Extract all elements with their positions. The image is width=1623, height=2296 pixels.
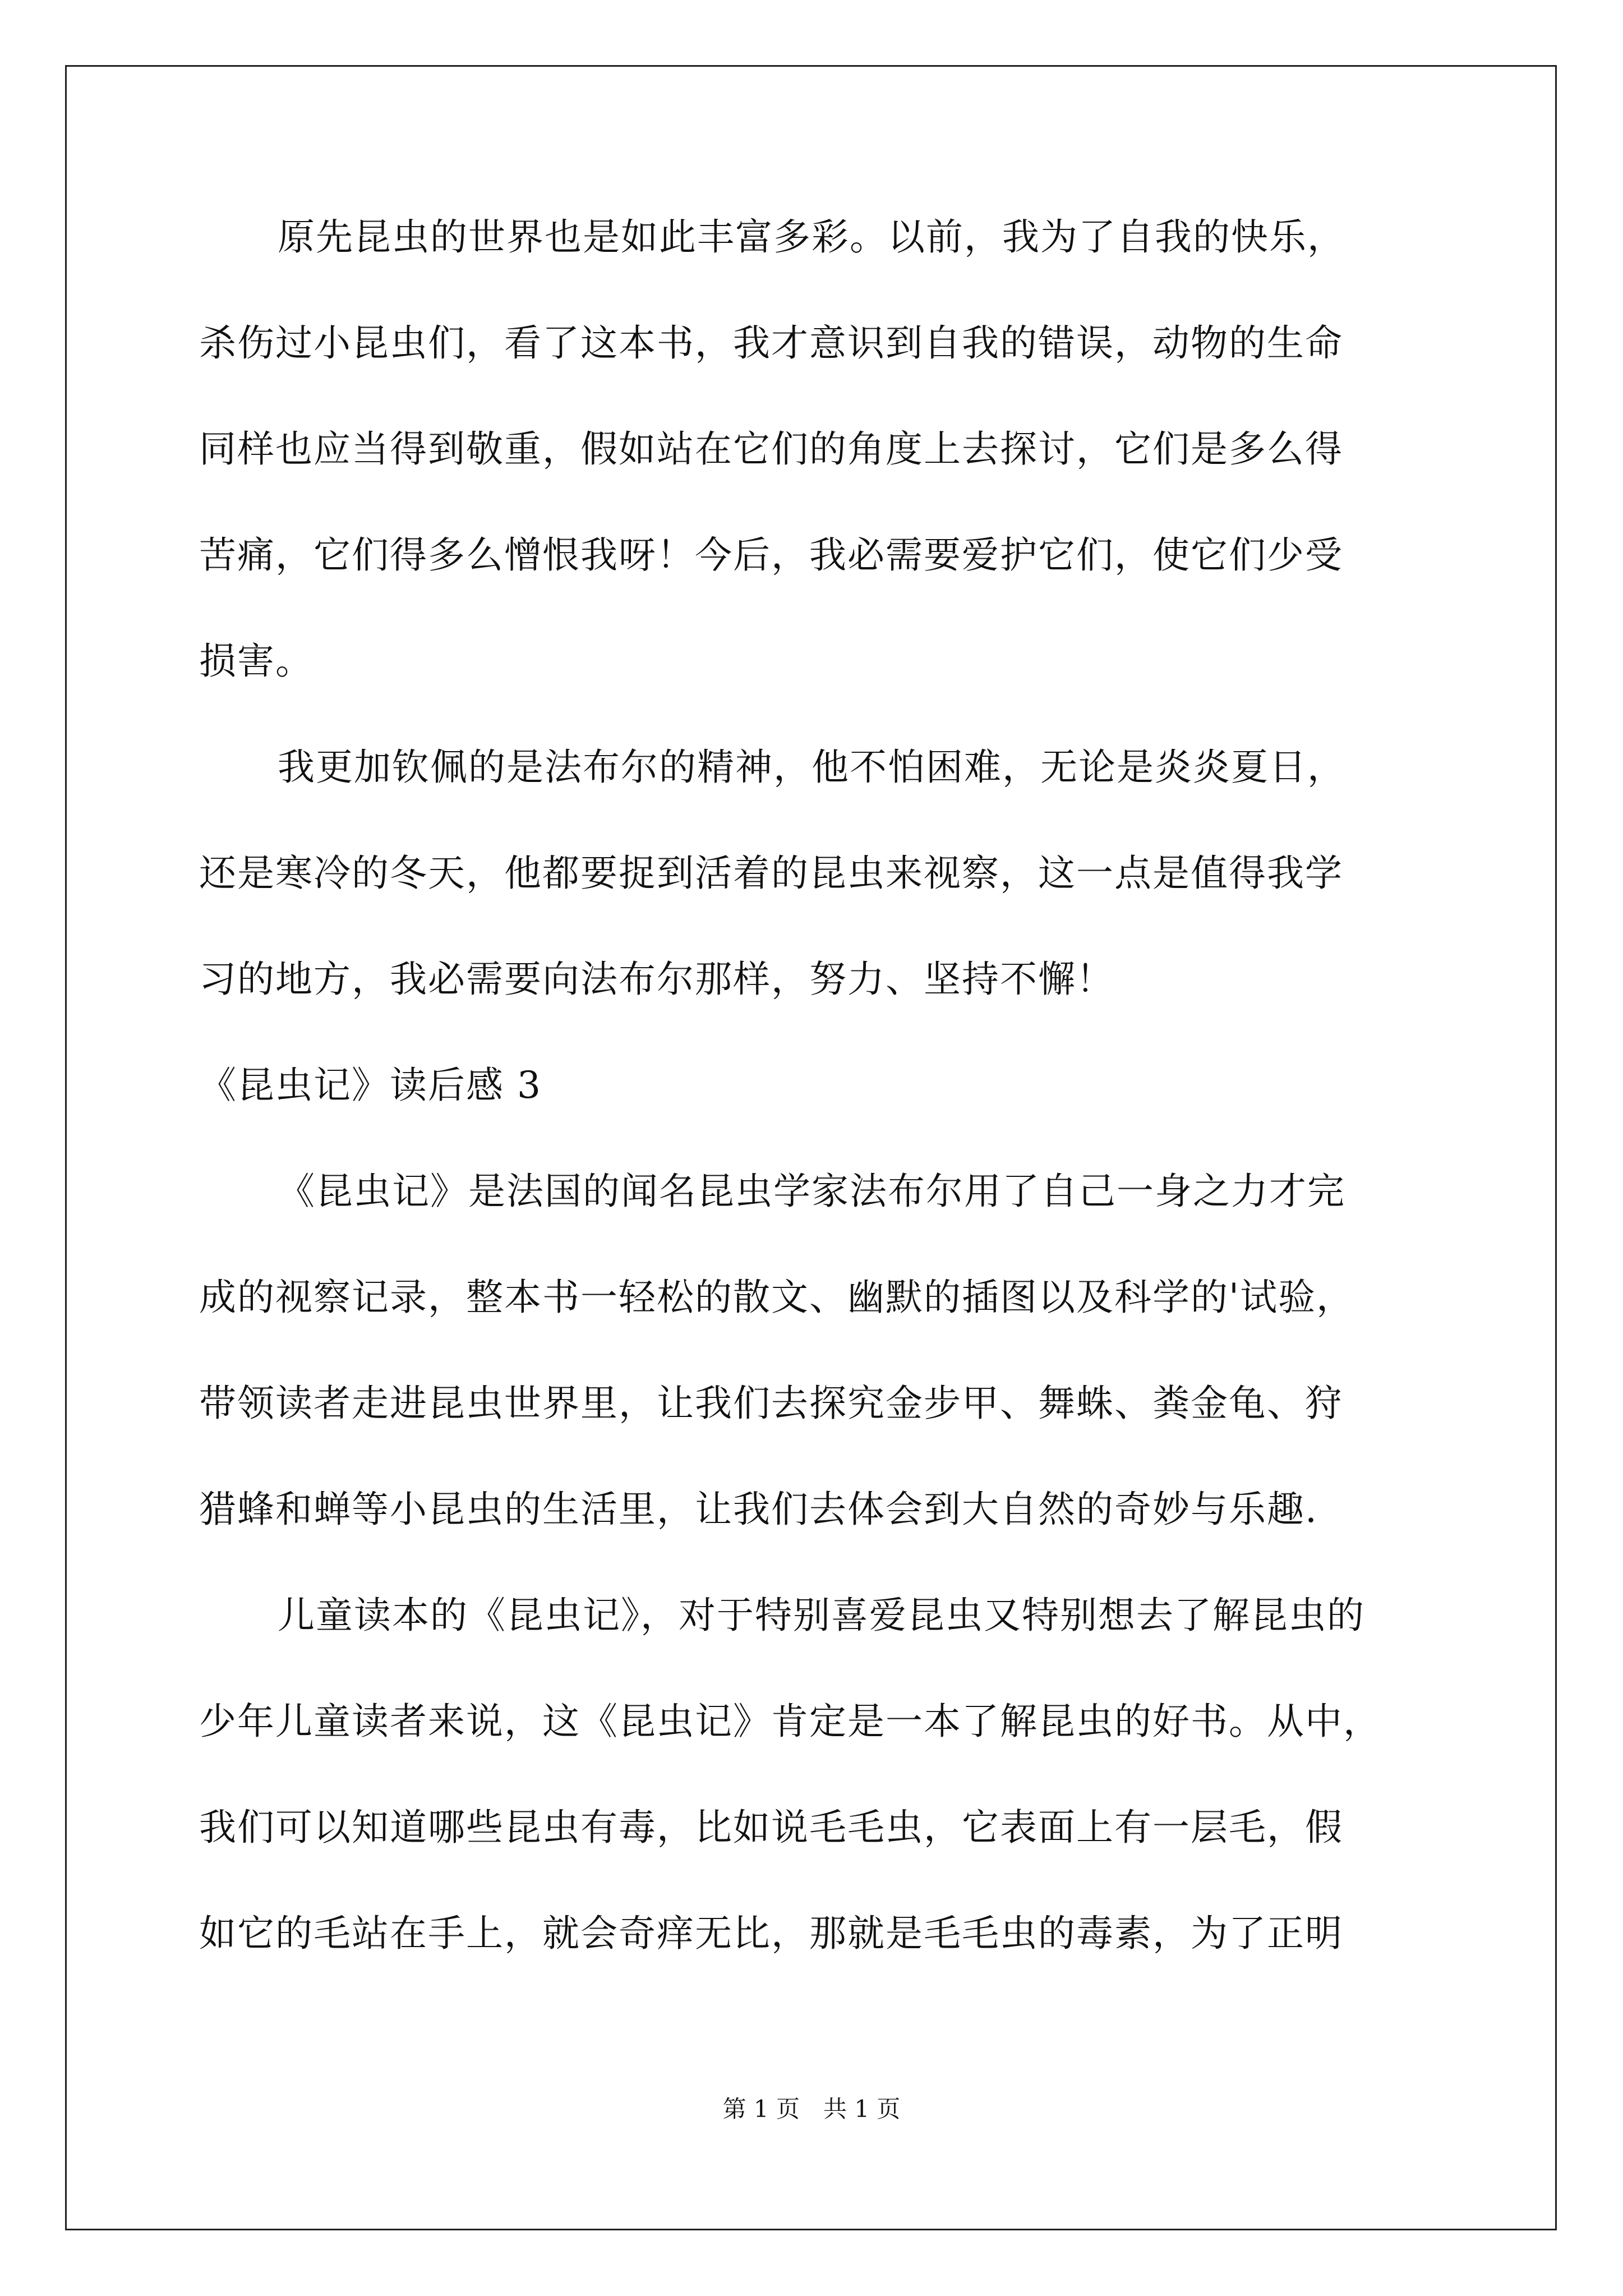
text-line: 我更加钦佩的是法布尔的精神，他不怕困难，无论是炎炎夏日， (278, 746, 1345, 789)
text-line: 《昆虫记》是法国的闻名昆虫学家法布尔用了自己一身之力才完 (278, 1170, 1345, 1213)
text-line: 损害。 (199, 639, 313, 683)
text-line: 少年儿童读者来说，这《昆虫记》肯定是一本了解昆虫的好书。从中， (199, 1700, 1381, 1743)
text-line: 同样也应当得到敬重，假如站在它们的角度上去探讨，它们是多么得 (199, 427, 1343, 471)
text-line: 成的视察记录，整本书一轻松的散文、幽默的插图以及科学的'试验， (199, 1276, 1355, 1319)
page-footer: 第 1 页 共 1 页 (722, 2095, 901, 2123)
section-heading: 《昆虫记》读后感 3 (199, 1064, 542, 1107)
text-line: 苦痛，它们得多么憎恨我呀！今后，我必需要爱护它们，使它们少受 (199, 533, 1343, 577)
text-line: 儿童读本的《昆虫记》，对于特别喜爱昆虫又特别想去了解昆虫的 (278, 1594, 1365, 1637)
text-line: 还是寒冷的冬天，他都要捉到活着的昆虫来视察，这一点是值得我学 (199, 852, 1343, 895)
text-line: 习的地方，我必需要向法布尔那样，努力、坚持不懈！ (199, 958, 1114, 1001)
text-line: 我们可以知道哪些昆虫有毒，比如说毛毛虫，它表面上有一层毛，假 (199, 1806, 1343, 1849)
text-line: 原先昆虫的世界也是如此丰富多彩。以前，我为了自我的快乐， (278, 215, 1345, 259)
text-line: 猎蜂和蝉等小昆虫的生活里，让我们去体会到大自然的奇妙与乐趣. (199, 1488, 1318, 1531)
document-body (199, 210, 1427, 1960)
text-line: 如它的毛站在手上，就会奇痒无比，那就是毛毛虫的毒素，为了正明 (199, 1912, 1343, 1955)
text-line: 带领读者走进昆虫世界里，让我们去探究金步甲、舞蛛、粪金龟、狩 (199, 1382, 1343, 1425)
text-line: 杀伤过小昆虫们，看了这本书，我才意识到自我的错误，动物的生命 (199, 321, 1343, 365)
